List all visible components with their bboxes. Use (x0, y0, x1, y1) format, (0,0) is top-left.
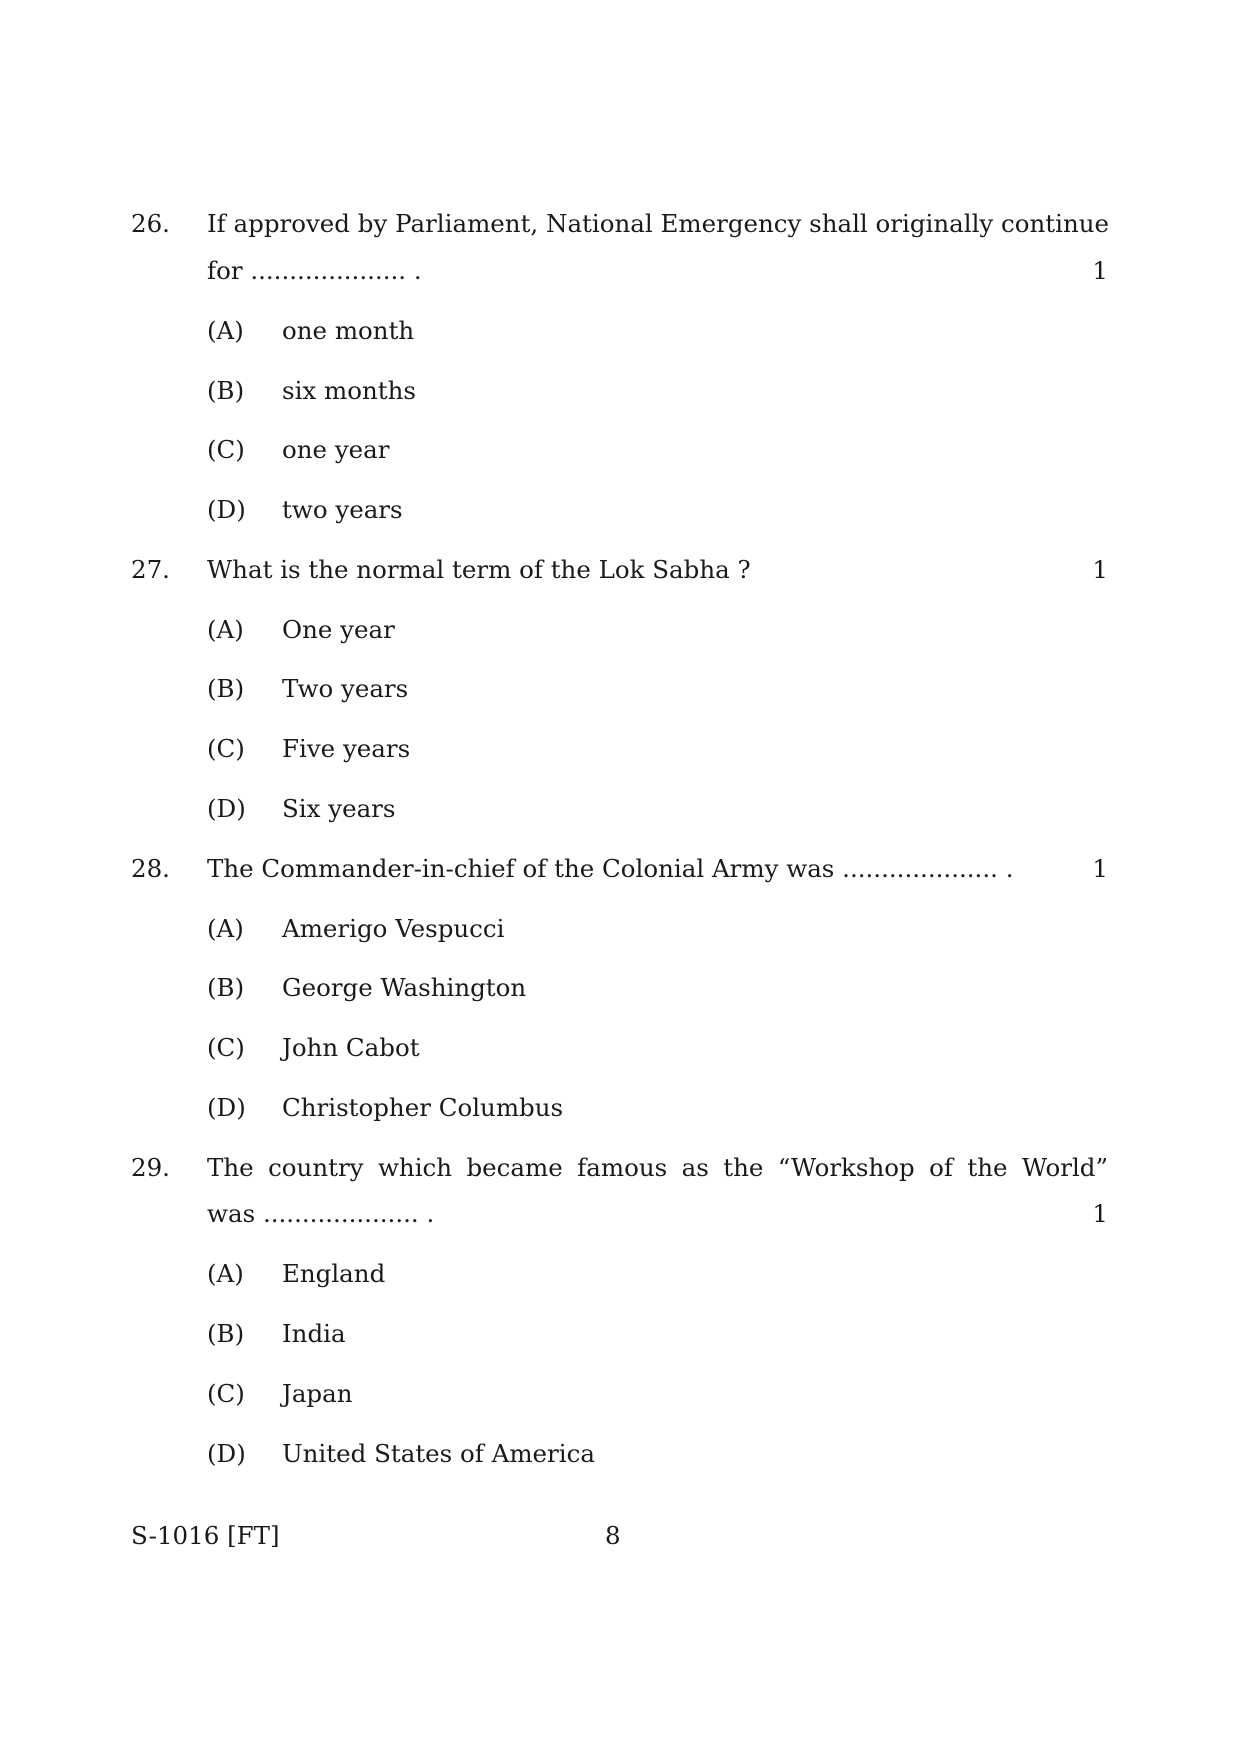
question-26-continuation (0, 254, 1240, 288)
option-text: six months (282, 376, 416, 405)
option-a[interactable] (0, 613, 1240, 647)
option-c[interactable] (0, 1031, 1240, 1065)
option-letter: (B) (207, 973, 245, 1002)
option-letter: (A) (207, 1259, 244, 1288)
question-number: 27. (131, 555, 170, 584)
option-letter: (C) (207, 734, 245, 763)
option-letter: (B) (207, 376, 245, 405)
paper-code: S-1016 [FT] (131, 1521, 280, 1550)
page-number: 8 (605, 1521, 621, 1550)
option-text: John Cabot (282, 1033, 420, 1062)
option-a[interactable] (0, 314, 1240, 348)
option-letter: (D) (207, 495, 246, 524)
question-marks: 1 (1092, 256, 1108, 285)
option-b[interactable] (0, 971, 1240, 1005)
option-letter: (B) (207, 1319, 245, 1348)
option-letter: (C) (207, 435, 245, 464)
option-d[interactable] (0, 493, 1240, 527)
option-a[interactable] (0, 912, 1240, 946)
option-text: Christopher Columbus (282, 1093, 564, 1122)
option-d[interactable] (0, 792, 1240, 826)
question-text: The Commander-in-chief of the Colonial Army was .................... . (207, 854, 1014, 883)
option-letter: (D) (207, 794, 246, 823)
option-text: one month (282, 316, 415, 345)
option-d[interactable] (0, 1091, 1240, 1125)
option-c[interactable] (0, 433, 1240, 467)
question-27 (0, 553, 1240, 587)
question-number: 26. (131, 209, 170, 238)
question-marks: 1 (1092, 555, 1108, 584)
question-text: If approved by Parliament, National Emergency shall originally continue (207, 209, 1110, 238)
option-letter: (C) (207, 1379, 245, 1408)
option-b[interactable] (0, 374, 1240, 408)
option-text: One year (282, 615, 395, 644)
option-text: England (282, 1259, 386, 1288)
question-28 (0, 852, 1240, 886)
option-letter: (A) (207, 316, 244, 345)
option-text: Two years (282, 674, 409, 703)
option-b[interactable] (0, 1317, 1240, 1351)
option-text: Japan (282, 1379, 353, 1408)
question-26 (0, 207, 1240, 241)
option-letter: (C) (207, 1033, 245, 1062)
option-letter: (A) (207, 914, 244, 943)
option-letter: (A) (207, 615, 244, 644)
question-29-continuation (0, 1197, 1240, 1231)
question-text-continuation: was .................... . (207, 1199, 435, 1228)
question-29 (0, 1151, 1240, 1185)
question-text: What is the normal term of the Lok Sabha ? (207, 555, 751, 584)
option-text: Amerigo Vespucci (282, 914, 505, 943)
question-number: 29. (131, 1153, 170, 1182)
question-marks: 1 (1092, 1199, 1108, 1228)
question-marks: 1 (1092, 854, 1108, 883)
option-c[interactable] (0, 1377, 1240, 1411)
option-text: Six years (282, 794, 396, 823)
option-d[interactable] (0, 1437, 1240, 1471)
option-b[interactable] (0, 672, 1240, 706)
option-c[interactable] (0, 732, 1240, 766)
option-a[interactable] (0, 1257, 1240, 1291)
option-letter: (B) (207, 674, 245, 703)
option-text: United States of America (282, 1439, 595, 1468)
option-text: two years (282, 495, 403, 524)
option-text: Five years (282, 734, 411, 763)
option-text: one year (282, 435, 390, 464)
option-letter: (D) (207, 1439, 246, 1468)
question-text: The country which became famous as the “Workshop of the World” (207, 1153, 1108, 1182)
option-letter: (D) (207, 1093, 246, 1122)
option-text: India (282, 1319, 346, 1348)
question-text-continuation: for .................... . (207, 256, 422, 285)
option-text: George Washington (282, 973, 527, 1002)
question-number: 28. (131, 854, 170, 883)
